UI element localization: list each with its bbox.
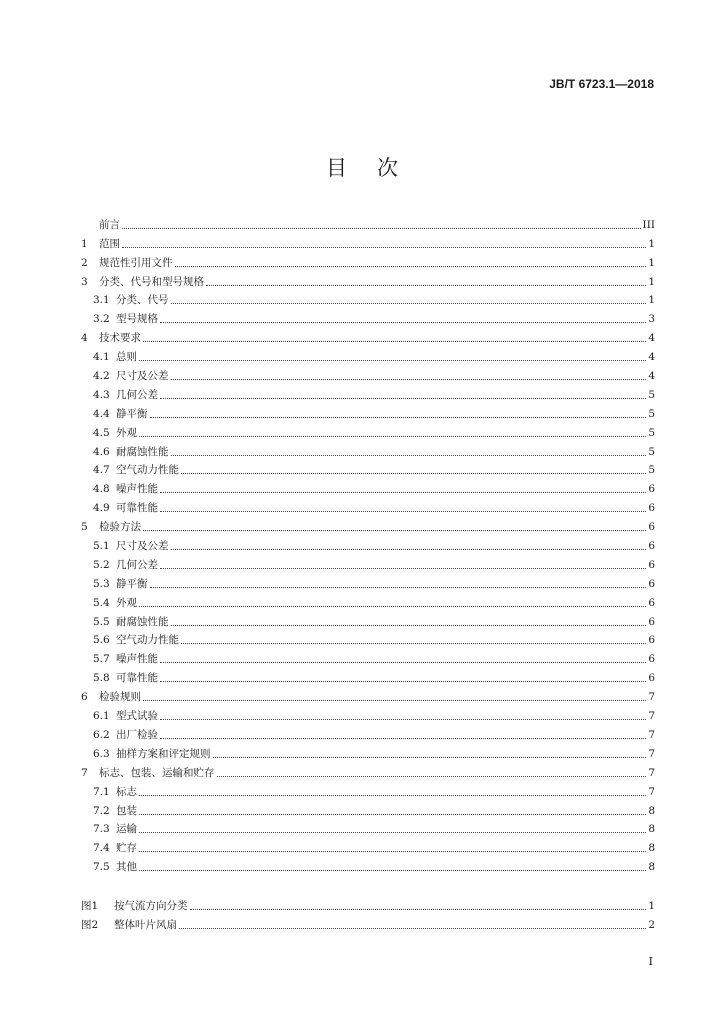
toc-entry-page: 6: [648, 502, 655, 515]
toc-entry-number: 5.1: [93, 540, 110, 553]
dot-leader: [181, 642, 646, 644]
toc-entry-label: 可靠性能: [116, 672, 158, 685]
dot-leader: [139, 813, 646, 815]
toc-entry-number: 4: [81, 332, 88, 345]
dot-leader: [139, 831, 646, 833]
toc-entry-page: 7: [648, 710, 655, 723]
toc-entry-number: 5.2: [93, 558, 110, 571]
toc-entry-number: 6: [81, 691, 88, 704]
toc-entry-number: 5.5: [93, 615, 110, 628]
toc-entry-page: 1: [648, 294, 655, 307]
toc-entry-number: 4.7: [93, 464, 110, 477]
toc-entry[interactable]: [81, 761, 655, 780]
toc-entry-label: 几何公差: [116, 388, 158, 401]
toc-entry-page: 8: [648, 861, 655, 874]
toc-entry-page: 4: [648, 332, 655, 345]
toc-entry-page: 6: [648, 540, 655, 553]
toc-entry-page: 6: [648, 577, 655, 590]
dot-leader: [122, 227, 641, 229]
dot-leader: [160, 397, 646, 399]
toc-entry-label: 其他: [116, 861, 137, 874]
toc-entry-label: 总则: [116, 351, 137, 364]
toc-entry[interactable]: [81, 459, 655, 478]
toc-entry[interactable]: [81, 894, 655, 913]
toc-entry-number: 4.6: [93, 445, 110, 458]
toc-entry[interactable]: [81, 326, 655, 345]
toc-entry-number: 7.5: [93, 861, 110, 874]
toc-entry[interactable]: [81, 591, 655, 610]
toc-entry-number: 3.1: [93, 294, 110, 307]
dot-leader: [171, 624, 647, 626]
dot-leader: [179, 927, 646, 929]
toc-entry-page: 6: [648, 521, 655, 534]
toc-entry[interactable]: [81, 704, 655, 723]
toc-entry-label: 分类、代号: [116, 294, 169, 307]
dot-leader: [139, 605, 646, 607]
toc-entry-label: 技术要求: [99, 332, 141, 345]
dot-leader: [143, 529, 646, 531]
toc-entry-page: 6: [648, 615, 655, 628]
toc-entry-label: 包装: [116, 804, 137, 817]
table-of-contents: [81, 213, 655, 932]
toc-entry-number: 7.1: [93, 785, 110, 798]
toc-entry-number: 5: [81, 521, 88, 534]
dot-leader: [213, 756, 647, 758]
toc-entry[interactable]: [81, 610, 655, 629]
toc-entry-page: 7: [648, 785, 655, 798]
toc-entry-label: 分类、代号和型号规格: [99, 275, 204, 288]
toc-entry-page: 8: [648, 823, 655, 836]
toc-entry-label: 整体叶片风扇: [114, 918, 177, 931]
dot-leader: [160, 567, 646, 569]
toc-entry-number: 6.3: [93, 747, 110, 760]
toc-entry-number: 5.8: [93, 672, 110, 685]
toc-entry[interactable]: [81, 666, 655, 685]
toc-entry[interactable]: [81, 799, 655, 818]
toc-entry-page: 3: [648, 313, 655, 326]
toc-entry-label: 几何公差: [116, 558, 158, 571]
toc-entry-page: 5: [648, 388, 655, 401]
toc-entry[interactable]: [81, 647, 655, 666]
toc-entry-label: 抽样方案和评定规则: [116, 747, 211, 760]
toc-entry-page: 1: [648, 256, 655, 269]
toc-entry[interactable]: [81, 402, 655, 421]
dot-leader: [190, 908, 647, 910]
toc-entry[interactable]: [81, 818, 655, 837]
toc-entry-page: 1: [648, 275, 655, 288]
toc-entry[interactable]: [81, 553, 655, 572]
standard-code: JB/T 6723.1—2018: [549, 77, 654, 91]
toc-entry-number: 4.3: [93, 388, 110, 401]
toc-entry-label: 标志: [116, 785, 137, 798]
toc-entry-page: 7: [648, 728, 655, 741]
toc-entries: [81, 213, 655, 874]
toc-entry[interactable]: [81, 855, 655, 874]
toc-entry-number: 4.1: [93, 351, 110, 364]
toc-entry-label: 标志、包装、运输和贮存: [99, 766, 215, 779]
dot-leader: [181, 472, 646, 474]
dot-leader: [171, 302, 647, 304]
dot-leader: [139, 435, 646, 437]
dot-leader: [206, 284, 646, 286]
dot-leader: [171, 454, 647, 456]
page-number: I: [648, 955, 653, 968]
toc-entry-number: 7.4: [93, 842, 110, 855]
toc-entry-page: 7: [648, 691, 655, 704]
toc-entry[interactable]: [81, 232, 655, 251]
dot-leader: [150, 586, 647, 588]
toc-entry[interactable]: [81, 496, 655, 515]
toc-entry-number: 6.2: [93, 728, 110, 741]
toc-entry-number: 7.2: [93, 804, 110, 817]
toc-entry-label: 耐腐蚀性能: [116, 445, 169, 458]
toc-gap: [81, 874, 655, 894]
dot-leader: [139, 850, 646, 852]
toc-entry-page: 6: [648, 483, 655, 496]
toc-entry[interactable]: [81, 534, 655, 553]
toc-entry-number: 图1: [81, 900, 99, 913]
toc-entry-page: 4: [648, 351, 655, 364]
toc-entry-page: 5: [648, 445, 655, 458]
toc-entry-page: III: [642, 218, 655, 231]
toc-entry-page: 6: [648, 558, 655, 571]
toc-entry-number: 3: [81, 275, 88, 288]
dot-leader: [139, 359, 646, 361]
toc-entry[interactable]: [81, 742, 655, 761]
toc-entry[interactable]: [81, 629, 655, 648]
dot-leader: [143, 699, 646, 701]
toc-entry[interactable]: [81, 364, 655, 383]
toc-entry-number: 4.5: [93, 426, 110, 439]
toc-entry-number: 2: [81, 256, 88, 269]
toc-entry-number: 1: [81, 237, 88, 250]
toc-entry-number: 图2: [81, 918, 99, 931]
toc-entry-label: 范围: [99, 237, 120, 250]
toc-entry-page: 1: [648, 900, 655, 913]
toc-entry-label: 前言: [99, 218, 120, 231]
toc-entry[interactable]: [81, 213, 655, 232]
dot-leader: [139, 794, 646, 796]
toc-entry-page: 6: [648, 634, 655, 647]
dot-leader: [150, 416, 647, 418]
toc-entry-number: 5.6: [93, 634, 110, 647]
toc-entry-page: 5: [648, 464, 655, 477]
toc-entry[interactable]: [81, 477, 655, 496]
toc-entry-label: 空气动力性能: [116, 464, 179, 477]
toc-entry-number: 7.3: [93, 823, 110, 836]
toc-entry[interactable]: [81, 289, 655, 308]
toc-entry-label: 耐腐蚀性能: [116, 615, 169, 628]
toc-entry-number: 4.9: [93, 502, 110, 515]
toc-entry-page: 2: [648, 918, 655, 931]
dot-leader: [143, 340, 646, 342]
toc-entry-page: 5: [648, 426, 655, 439]
toc-entry-label: 尺寸及公差: [116, 540, 169, 553]
toc-entry-number: 4.2: [93, 370, 110, 383]
toc-entry[interactable]: [81, 345, 655, 364]
dot-leader: [160, 718, 646, 720]
dot-leader: [160, 491, 646, 493]
dot-leader: [175, 265, 647, 267]
toc-entry-label: 外观: [116, 426, 137, 439]
toc-entry-page: 7: [648, 766, 655, 779]
toc-entry[interactable]: [81, 307, 655, 326]
toc-entry[interactable]: [81, 723, 655, 742]
dot-leader: [160, 680, 646, 682]
toc-entry[interactable]: [81, 572, 655, 591]
toc-entry-number: 4.8: [93, 483, 110, 496]
toc-entry-label: 静平衡: [116, 577, 148, 590]
toc-entry-number: 5.4: [93, 596, 110, 609]
toc-entry-label: 按气流方向分类: [114, 900, 188, 913]
toc-entry-number: 3.2: [93, 313, 110, 326]
toc-entry[interactable]: [81, 685, 655, 704]
dot-leader: [217, 775, 647, 777]
toc-entry-label: 空气动力性能: [116, 634, 179, 647]
toc-entry-page: 6: [648, 596, 655, 609]
toc-entry[interactable]: [81, 421, 655, 440]
toc-entry-page: 6: [648, 672, 655, 685]
dot-leader: [160, 737, 646, 739]
toc-entry[interactable]: [81, 913, 655, 932]
toc-entry[interactable]: [81, 515, 655, 534]
toc-entry-number: 5.7: [93, 653, 110, 666]
toc-entry-label: 静平衡: [116, 407, 148, 420]
dot-leader: [171, 378, 647, 380]
toc-entry[interactable]: [81, 251, 655, 270]
dot-leader: [160, 661, 646, 663]
toc-entry[interactable]: [81, 836, 655, 855]
dot-leader: [171, 548, 647, 550]
toc-entry[interactable]: [81, 270, 655, 289]
toc-entry-label: 噪声性能: [116, 483, 158, 496]
toc-entry-label: 贮存: [116, 842, 137, 855]
toc-entry-number: 5.3: [93, 577, 110, 590]
toc-entry-label: 运输: [116, 823, 137, 836]
toc-entry-label: 尺寸及公差: [116, 370, 169, 383]
toc-entry-page: 6: [648, 653, 655, 666]
toc-entry-page: 5: [648, 407, 655, 420]
toc-entry-page: 7: [648, 747, 655, 760]
toc-entry-label: 检验方法: [99, 521, 141, 534]
toc-entry-label: 出厂检验: [116, 728, 158, 741]
toc-entry-number: 7: [81, 766, 88, 779]
figure-list: [81, 894, 655, 932]
toc-entry-label: 规范性引用文件: [99, 256, 173, 269]
dot-leader: [139, 869, 646, 871]
dot-leader: [122, 246, 646, 248]
toc-entry-page: 8: [648, 804, 655, 817]
toc-entry-number: 6.1: [93, 710, 110, 723]
toc-entry[interactable]: [81, 440, 655, 459]
toc-entry[interactable]: [81, 780, 655, 799]
toc-entry-label: 检验规则: [99, 691, 141, 704]
dot-leader: [160, 321, 646, 323]
toc-entry-label: 型式试验: [116, 710, 158, 723]
toc-entry-page: 8: [648, 842, 655, 855]
dot-leader: [160, 510, 646, 512]
toc-entry-label: 可靠性能: [116, 502, 158, 515]
toc-entry-label: 噪声性能: [116, 653, 158, 666]
toc-entry-page: 1: [648, 237, 655, 250]
page-title: 目次: [326, 156, 428, 180]
toc-entry-number: 4.4: [93, 407, 110, 420]
toc-entry-page: 4: [648, 370, 655, 383]
toc-entry-label: 外观: [116, 596, 137, 609]
toc-entry-label: 型号规格: [116, 313, 158, 326]
toc-entry[interactable]: [81, 383, 655, 402]
